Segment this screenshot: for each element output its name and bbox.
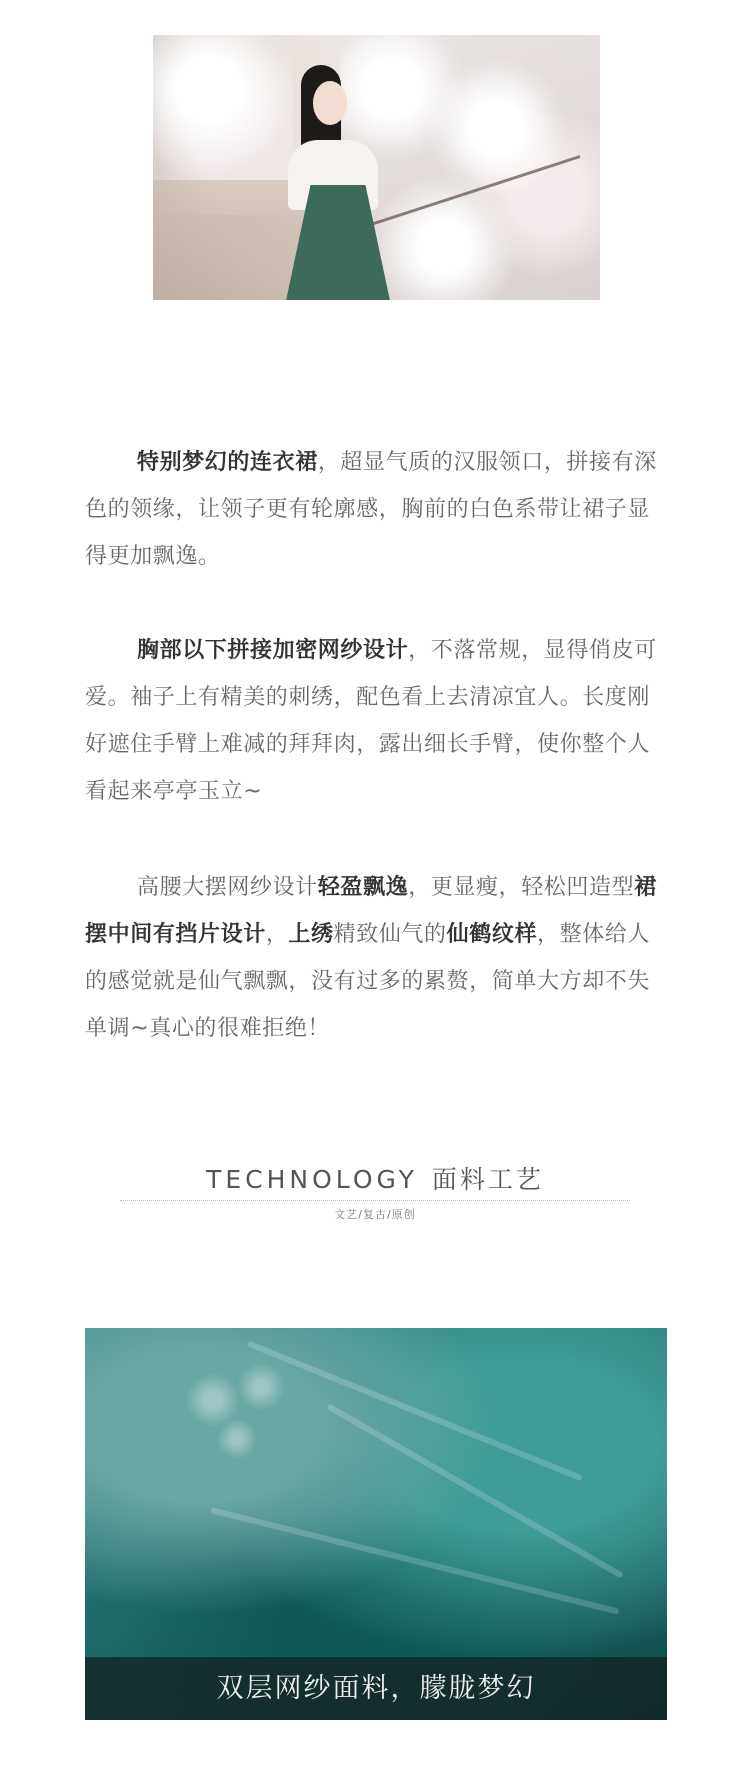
section-title-zh: 面料工艺 [431,1165,544,1194]
section-title-en: TECHNOLOGY [206,1165,418,1194]
paragraph-2-bold: 胸部以下拼接加密网纱设计 [137,638,409,663]
p3-seg-5: 上绣 [288,922,334,947]
description-paragraph-1 [85,439,667,580]
p3-seg-2: ，更显瘦，轻松凹造型 [408,875,635,900]
p3-seg-6: 精致仙气的 [333,922,447,947]
description-paragraph-2 [85,627,667,815]
paragraph-1-bold: 特别梦幻的连衣裙 [137,450,318,475]
description-paragraph-3 [85,864,667,1052]
fabric-photo [85,1328,667,1720]
p3-seg-4: ， [265,922,289,947]
p3-seg-8: ，整体给人的感觉就是仙气飘飘，没有过多的累赘，简单大方却不失单调~真心的很难拒绝！ [85,922,651,1041]
fabric-caption: 双层网纱面料，朦胧梦幻 [216,1673,536,1704]
p3-seg-7: 仙鹤纹样 [446,922,538,947]
tulle-fold [211,1507,620,1614]
hero-photo [153,35,600,300]
dotted-divider [120,1200,630,1201]
p3-seg-1: 轻盈飘逸 [317,875,409,900]
paragraph-1-text: ，超显气质的汉服领口，拼接有深色的领缘，让领子更有轮廓感，胸前的白色系带让裙子显得更加飘逸。 [85,450,657,569]
p3-seg-3: 裙摆中间有挡片设计 [85,875,657,947]
paragraph-2-text: ，不落常规，显得俏皮可爱。袖子上有精美的刺绣，配色看上去清凉宜人。长度刚好遮住手臂上难减的拜拜肉，露出细长手臂，使你整个人看起来亭亭玉立~ [85,638,657,804]
section-title [0,1160,750,1196]
section-subtitle: 文艺/复古/原创 [334,1208,416,1221]
model-face [313,81,347,125]
p3-seg-0: 高腰大摆网纱设计 [137,875,318,900]
